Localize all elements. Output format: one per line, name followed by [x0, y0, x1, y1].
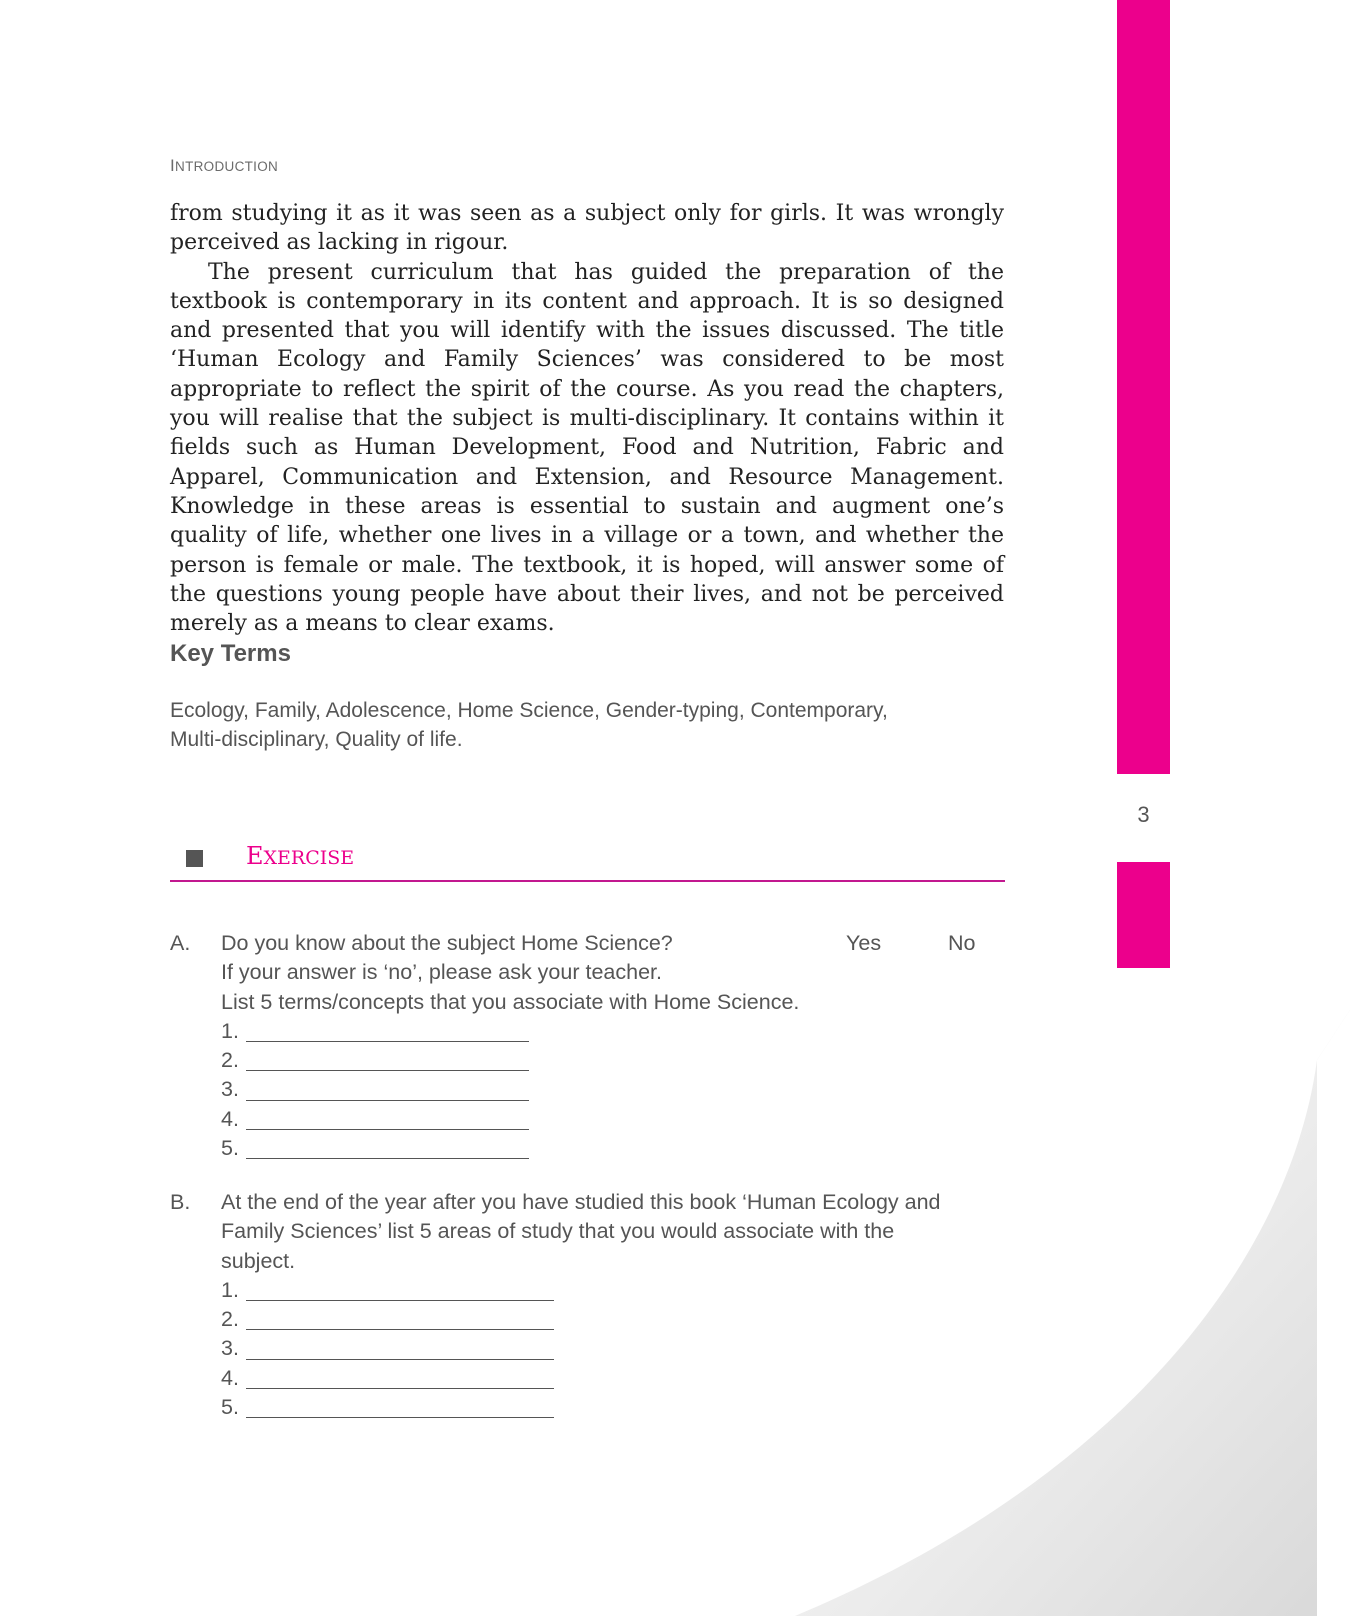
answer-blank[interactable]: 4. [221, 1105, 1011, 1134]
page-number: 3 [1137, 802, 1150, 827]
answer-blank[interactable]: 3. [221, 1334, 1011, 1363]
answer-blank[interactable]: 1. [221, 1017, 1011, 1046]
question-a-line-2: If your answer is ‘no’, please ask your teacher. [221, 960, 662, 985]
question-b-letter: B. [170, 1190, 191, 1214]
answer-blank[interactable]: 2. [221, 1046, 1011, 1075]
margin-tab-top [1117, 0, 1170, 774]
exercise-divider [170, 880, 1005, 882]
body-paragraph-1: from studying it as it was seen as a subject only for girls. It was wrongly perceived as lacking in rigour. [170, 201, 1004, 256]
key-terms-list [170, 696, 1000, 754]
answer-blank[interactable]: 2. [221, 1305, 1011, 1334]
body-paragraph-2: The present curriculum that has guided the preparation of the textbook is contemporary in its content and approach. It is so designed and presented that you will identify with the issues discussed. The title ‘Human Ecology and Family Sciences’ was considered to be most appropriate to reflect the spirit of the course. As you read the chapters, you will realise that the subject is multi-disciplinary. It contains within it fields such as Human Development, Food and Nutrition, Fabric and Apparel, Communication and Extension, and Resource Management. Knowledge in these areas is essential to sustain and augment one’s quality of life, whether one lives in a village or a town, and whether the person is female or male. The textbook, it is hoped, will answer some of the questions young people have about their lives, and not be perceived merely as a means to clear exams. [170, 259, 1004, 637]
answer-blank[interactable]: 5. [221, 1393, 1011, 1422]
option-yes[interactable]: Yes [846, 931, 882, 955]
question-a-letter: A. [170, 931, 191, 955]
running-head: INTRODUCTION [170, 156, 279, 175]
question-a-body [221, 929, 1011, 1163]
margin-tab-bottom [1117, 862, 1170, 968]
answer-blank[interactable]: 3. [221, 1075, 1011, 1104]
question-b-line-1: At the end of the year after you have studied this book ‘Human Ecology and [221, 1190, 941, 1214]
answer-blank[interactable]: 1. [221, 1276, 1011, 1305]
key-terms-line-2: Multi-disciplinary, Quality of life. [170, 728, 463, 751]
question-a-line-1: Do you know about the subject Home Science? [221, 931, 673, 955]
body-text [170, 199, 1004, 638]
question-b-body [221, 1188, 1011, 1422]
question-a-line-3: List 5 terms/concepts that you associate with Home Science. [221, 989, 800, 1014]
square-bullet-icon [186, 850, 203, 867]
key-terms-heading: Key Terms [170, 640, 291, 667]
answer-blank[interactable]: 5. [221, 1134, 1011, 1163]
question-b-line-2: Family Sciences’ list 5 areas of study that you would associate with the [221, 1219, 895, 1244]
exercise-heading: EXERCISE [246, 842, 355, 870]
question-b-line-3: subject. [221, 1248, 296, 1273]
key-terms-line-1: Ecology, Family, Adolescence, Home Science, Gender-typing, Contemporary, [170, 699, 888, 722]
answer-blank[interactable]: 4. [221, 1364, 1011, 1393]
option-no[interactable]: No [948, 931, 976, 955]
